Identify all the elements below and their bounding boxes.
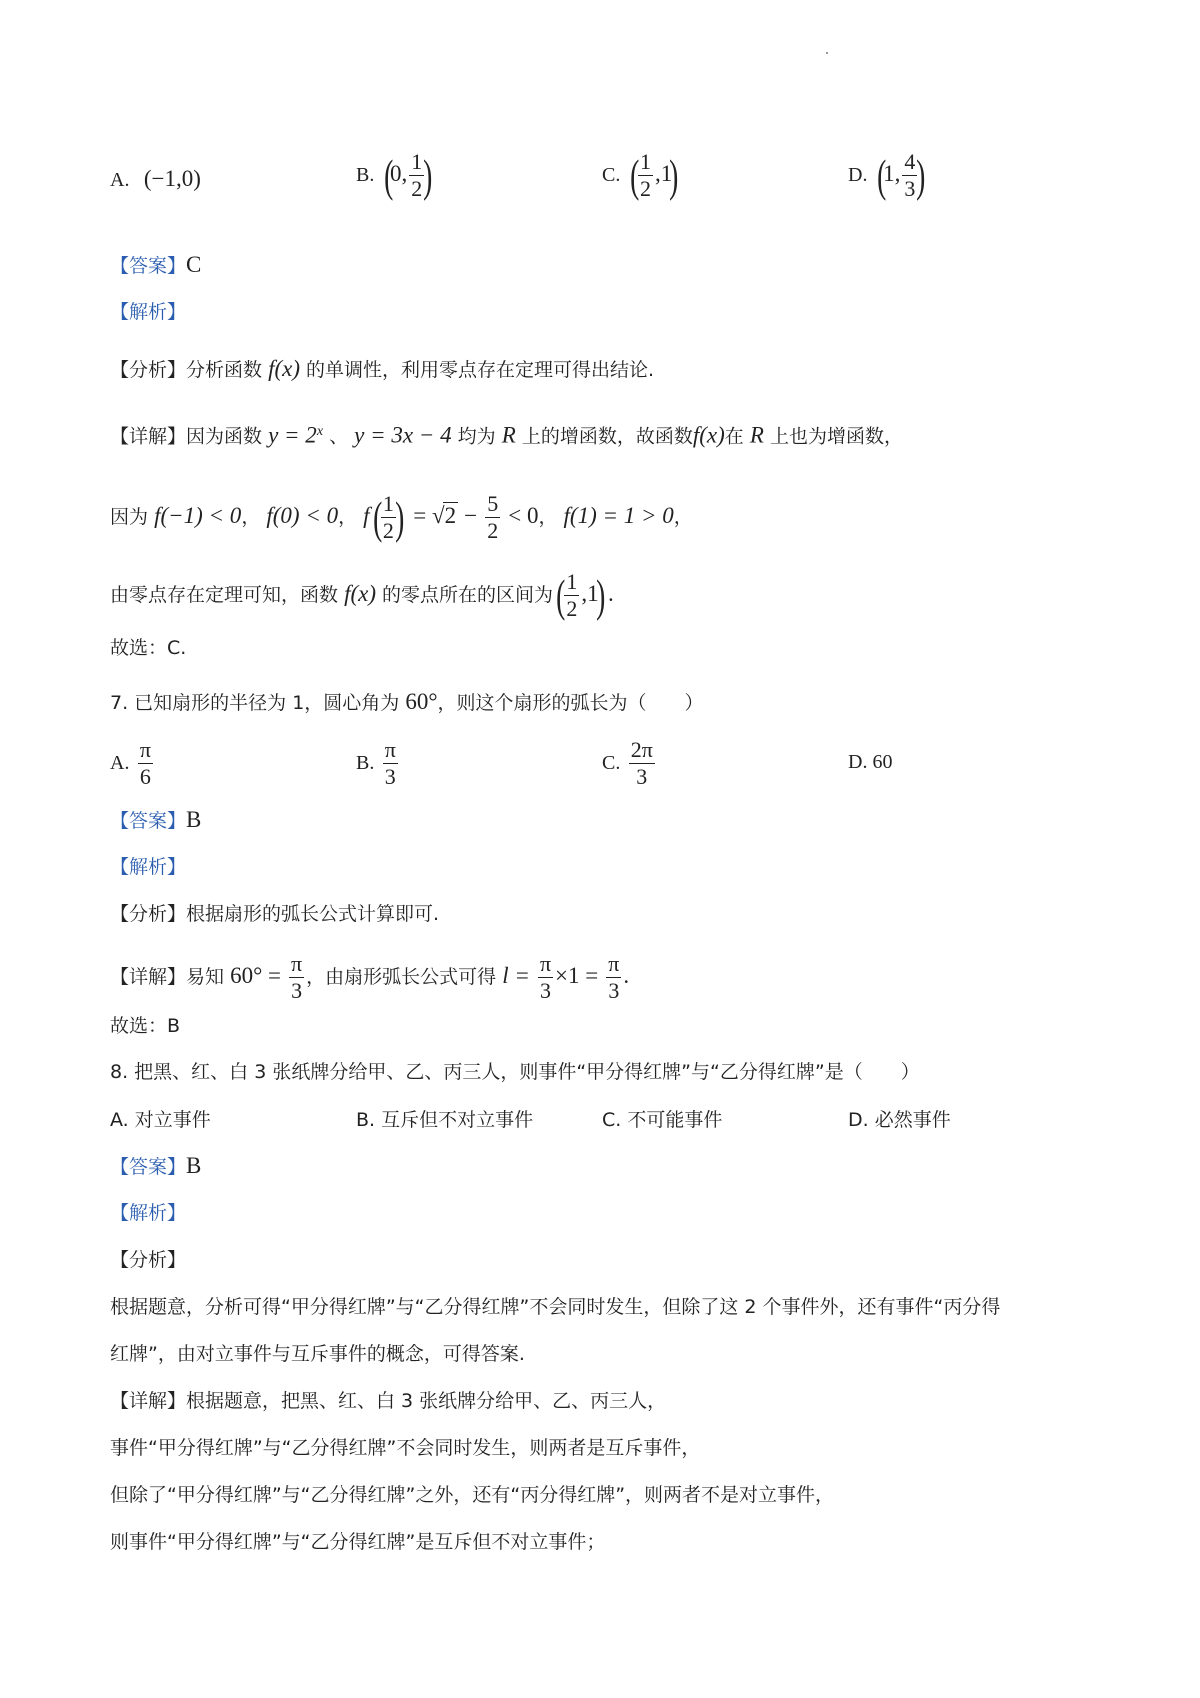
q7-option-a: A. $\frac{\pi}{6}$ [110,737,151,789]
q8-analysis-tag: 【分析】 [110,1249,187,1271]
q8-detail-line-2: 事件“甲分得红牌”与“乙分得红牌”不会同时发生，则两者是互斥事件， [110,1437,701,1459]
option-value: 1, [883,161,901,186]
fraction: $\frac{\pi}{3}$ [384,737,396,789]
option-label: B. [356,164,375,186]
q6-detail-line-1: 【详解】因为函数 $y = 2^x$ 、 y = 3x − 4 均为 R 上的增函数，故函数f(x)在 R 上也为增函数， [110,422,903,448]
q6-option-b: B. (0, $\frac{1}{2}$ ) [356,149,433,201]
fraction: $\frac{1}{2}$ [382,491,394,543]
q8-option-c: C. 不可能事件 [602,1109,723,1131]
q8-detail-line-4: 则事件“甲分得红牌”与“乙分得红牌”是互斥但不对立事件； [110,1531,606,1553]
q6-option-d: D. (1, $\frac{4}{3}$ ) [848,149,926,201]
fraction: $\frac{2\pi}{3}$ [630,737,653,789]
q6-detail-line-2: 因为 f(−1) < 0， f(0) < 0， f( $\frac{1}{2}$ ) = √2 − $\frac{5}{2}$ < 0， f(1) = 1 > 0， [110,491,693,543]
q8-jiexi-tag: 【解析】 [110,1202,187,1224]
q8-option-d: D. 必然事件 [848,1109,951,1131]
q7-analysis: 【分析】根据扇形的弧长公式计算即可. [110,903,440,925]
q6-choose: 故选：C. [110,637,187,659]
option-label: D. [848,164,868,186]
q7-choose: 故选：B [110,1015,181,1037]
q7-answer: 【答案】B [110,807,202,832]
q6-analysis: 【分析】分析函数 f(x) 的单调性，利用零点存在定理可得出结论. [110,356,655,381]
answer-value: C [186,252,202,277]
q8-option-b: B. 互斥但不对立事件 [356,1109,534,1131]
q7-option-b: B. $\frac{\pi}{3}$ [356,737,396,789]
analysis-tag: 【分析】 [110,359,187,381]
q7-question: 7. 已知扇形的半径为 1，圆心角为 60°，则这个扇形的弧长为（ ） [110,689,704,714]
q6-option-c: C. ( $\frac{1}{2}$ ,1) [602,149,679,201]
q8-analysis-line-2: 红牌”，由对立事件与互斥事件的概念，可得答案. [110,1343,525,1365]
q7-option-c: C. $\frac{2\pi}{3}$ [602,737,653,789]
option-label: C. [602,164,621,186]
fraction: $\frac{5}{2}$ [487,491,499,543]
fraction: $\frac{1}{2}$ [411,149,423,201]
q7-detail: 【详解】易知 60° = $\frac{\pi}{3}$ ，由扇形弧长公式可得 l = $\frac{\pi}{3}$ ×1 = $\frac{\pi}{3}$ . [110,951,630,1003]
q6-option-a [110,166,201,192]
option-value: 0, [390,161,408,186]
fraction: $\frac{\pi}{3}$ [608,951,620,1003]
q7-option-d: D. 60 [848,751,893,773]
q8-detail-line-1: 【详解】根据题意，把黑、红、白 3 张纸牌分给甲、乙、丙三人， [110,1390,667,1412]
fraction: $\frac{1}{2}$ [566,569,578,621]
answer-tag: 【答案】 [110,255,187,277]
q8-analysis-line-1: 根据题意，分析可得“甲分得红牌”与“乙分得红牌”不会同时发生，但除了这 2 个事件外，还有事件“丙分得 [110,1296,1001,1318]
option-value: (−1,0) [143,166,201,191]
option-value: ,1 [655,161,673,186]
q6-answer [110,251,201,280]
fraction: $\frac{\pi}{6}$ [139,737,151,789]
detail-tag: 【详解】 [110,425,187,448]
fraction: $\frac{\pi}{3}$ [291,951,303,1003]
fraction: $\frac{\pi}{3}$ [539,951,552,1003]
q8-answer: 【答案】B [110,1153,202,1178]
fraction: $\frac{4}{3}$ [904,149,916,201]
q6-jiexi-tag: 【解析】 [110,301,187,323]
option-label: A. [110,169,130,191]
q8-option-a: A. 对立事件 [110,1109,211,1131]
q6-detail-line-3: 由零点存在定理可知，函数 f(x) 的零点所在的区间为( $\frac{1}{2}$ ,1) . [110,569,614,621]
q7-jiexi-tag: 【解析】 [110,856,187,878]
page-speck [826,52,828,54]
q8-detail-line-3: 但除了“甲分得红牌”与“乙分得红牌”之外，还有“丙分得红牌”，则两者不是对立事件， [110,1484,835,1506]
fraction: $\frac{1}{2}$ [640,149,652,201]
q8-question: 8. 把黑、红、白 3 张纸牌分给甲、乙、丙三人，则事件“甲分得红牌”与“乙分得红牌”是（ ） [110,1061,920,1083]
